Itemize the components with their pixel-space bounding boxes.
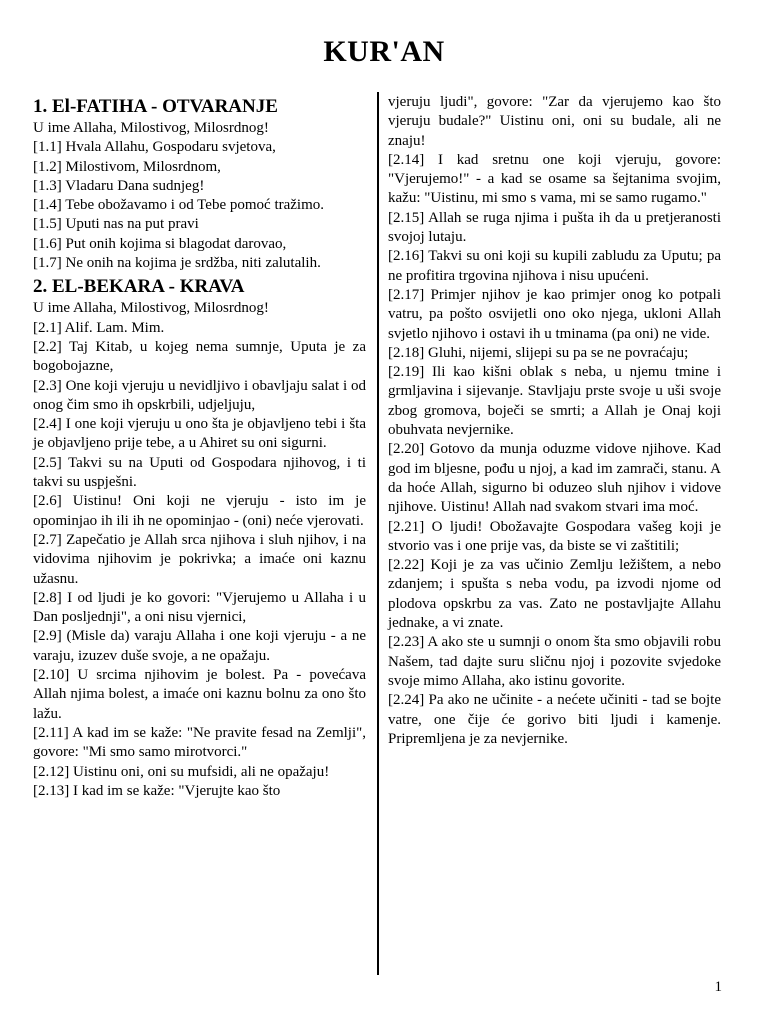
page-title: KUR'AN [323,35,445,68]
verse-paragraph: [2.17] Primjer njihov je kao primjer onog ko potpali vatru, pa pošto osvijetli ono oko njega, ukloni Allah svjetlo njihovo i ostavi ih u tminama (pa oni) ne vide. [388,286,721,342]
verse-paragraph: vjeruju ljudi", govore: "Zar da vjerujemo kao što vjeruju budale?" Uistinu oni, oni su budale, ali ne znaju! [388,94,721,149]
verse-paragraph: [2.16] Takvi su oni koji su kupili zabludu za Uputu; pa ne profitira trgovina njihova i nisu upućeni. [388,248,721,284]
column-divider [377,92,379,975]
verse-paragraph: U ime Allaha, Milostivog, Milosrdnog! [33,120,269,136]
verse-paragraph: [2.11] A kad im se kaže: "Ne pravite fesad na Zemlji", govore: "Mi smo samo mirotvorci." [33,724,366,761]
verse-paragraph: [2.9] (Misle da) varaju Allaha i one koji vjeruju - a ne varaju, izuzev duše svoje, a ne opažaju. [33,628,366,664]
left-column [33,93,366,801]
verse-paragraph: [2.8] I od ljudi je ko govori: "Vjerujemo u Allaha i u Dan posljednji", a oni nisu vjernici, [33,589,366,626]
verse-paragraph: [1.3] Vladaru Dana sudnjeg! [33,177,205,194]
page-number: 1 [714,979,722,995]
verse-paragraph: [2.19] Ili kao kišni oblak s neba, u njemu tmine i grmljavina i sijevanje. Stavljaju prste svoje u uši svoje zbog gromova, boječi se smrti; a Allah je Onaj koji obuhvata nevjernike. [388,364,721,439]
right-column [388,93,721,749]
verse-paragraph: [2.14] I kad sretnu one koji vjeruju, govore: "Vjerujemo!" - a kad se osame sa šejtanima svojim, kažu: "Uistinu, mi smo s vama, mi se samo rugamo." [388,151,721,207]
verse-paragraph: [1.4] Tebe obožavamo i od Tebe pomoć tražimo. [33,197,325,214]
verse-paragraph: [2.2] Taj Kitab, u kojeg nema sumnje, Uputa je za bogobojazne, [33,338,366,375]
verse-paragraph: [2.15] Allah se ruga njima i pušta ih da u pretjeranosti svojoj lutaju. [388,209,721,246]
verse-paragraph: [1.2] Milostivom, Milosrdnom, [33,158,221,175]
verse-paragraph: [2.22] Koji je za vas učinio Zemlju ležištem, a nebo zdanjem; i spušta s neba vodu, pa izvodi njome od plodova opskrbu za vas. Zato ne postavljajte Allahu jednake, a vi znate. [388,557,721,632]
verse-paragraph: [1.5] Uputi nas na put pravi [33,216,199,233]
verse-paragraph: [2.24] Pa ako ne učinite - a nećete učiniti - tad se bojte vatre, one čije će gorivo biti ljudi i kamenje. Pripremljena je za nevjernike. [388,692,721,747]
verse-paragraph: [2.21] O ljudi! Obožavajte Gospodara vašeg koji je stvorio vas i one prije vas, da biste se vi zaštitili; [388,518,721,554]
verse-paragraph: [1.6] Put onih kojima si blagodat darovao, [33,235,287,252]
verse-paragraph: [2.20] Gotovo da munja oduzme vidove njihove. Kad god im bljesne, pođu u njoj, a kad im zamrači, stanu. A da hoće Allah, sigurno bi oduzeo sluh njihov i vidove njihove. Uistinu! Allah nad svakom stvari ima moć. [388,441,721,516]
verse-paragraph: U ime Allaha, Milostivog, Milosrdnog! [33,300,269,317]
verse-paragraph: [2.5] Takvi su na Uputi od Gospodara njihovog, i ti takvi su uspješni. [33,454,366,491]
chapter-heading: 2. EL-BEKARA - KRAVA [33,276,245,298]
verse-paragraph: [2.3] One koji vjeruju u nevidljivo i obavljaju salat i od onog čim smo ih opskrbili, udjeljuju, [33,377,366,413]
verse-paragraph: [1.7] Ne onih na kojima je srdžba, niti zalutalih. [33,255,321,272]
verse-paragraph: [1.1] Hvala Allahu, Gospodaru svjetova, [33,139,276,156]
verse-paragraph: [2.1] Alif. Lam. Mim. [33,319,165,336]
verse-paragraph: [2.7] Zapečatio je Allah srca njihova i sluh njihov, i na vidovima njihovim je pokrivka; a imaće oni kaznu užasnu. [33,531,366,587]
verse-paragraph: [2.23] A ako ste u sumnji o onom šta smo objavili robu Našem, tad dajte suru sličnu njoj i pozovite svjedoke svoje mimo Allaha, ako istinu govorite. [388,634,721,689]
verse-paragraph: [2.4] I one koji vjeruju u ono šta je objavljeno tebi i šta je objavljeno prije tebe, a u Ahiret su oni sigurni. [33,416,366,452]
verse-paragraph: [2.12] Uistinu oni, oni su mufsidi, ali ne opažaju! [33,763,330,780]
verse-paragraph: [2.13] I kad im se kaže: "Vjerujte kao što [33,782,281,799]
verse-paragraph: [2.10] U srcima njihovim je bolest. Pa - povećava Allah njima bolest, a imaće oni kaznu bolnu za ono što lažu. [33,667,366,722]
verse-paragraph: [2.6] Uistinu! Oni koji ne vjeruju - isto im je opominjao ih ili ih ne opominjao - (oni) neće vjerovati. [33,493,366,529]
chapter-heading: 1. El-FATIHA - OTVARANJE [33,96,278,117]
verse-paragraph: [2.18] Gluhi, nijemi, slijepi su pa se ne povraćaju; [388,344,689,361]
